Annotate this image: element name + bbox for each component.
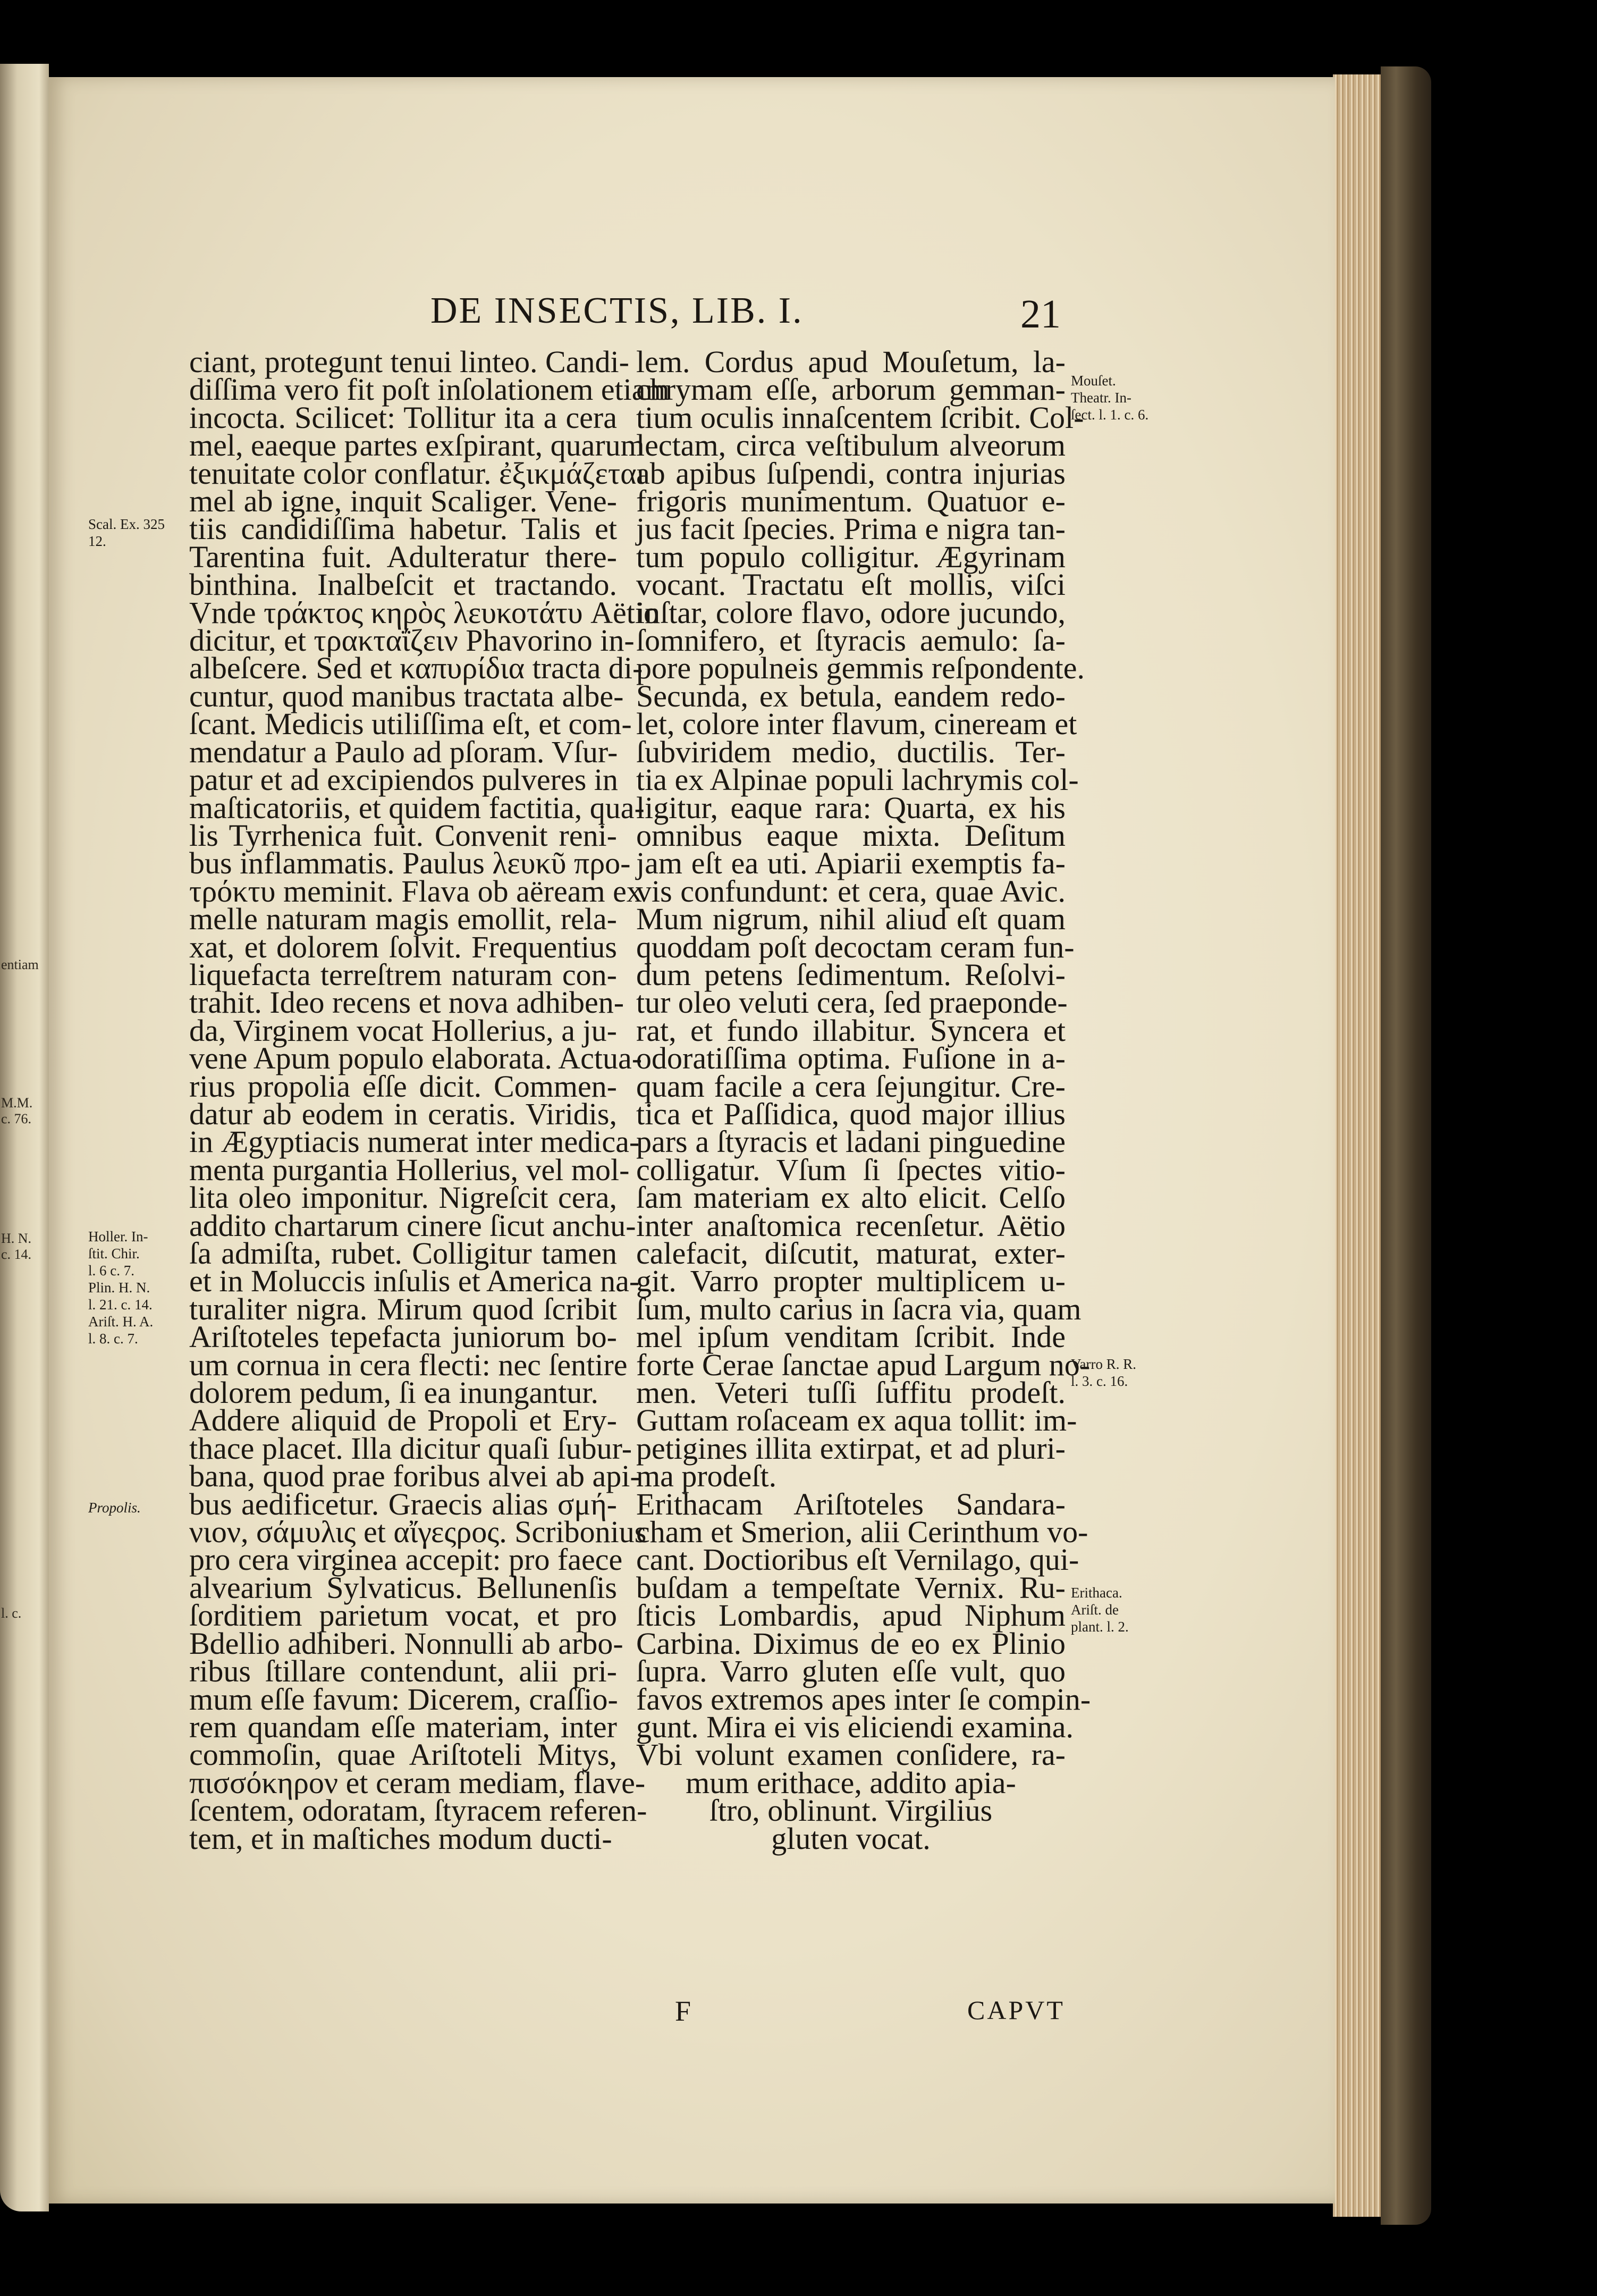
text-line: ſupra. Varro gluten eſſe vult, quo — [636, 1654, 1066, 1689]
text-line: buſdam a tempeſtate Vernix. Ru- — [636, 1570, 1066, 1605]
text-line: Vnde τράκτος κηρὸς λευκοτάτυ Aëtio — [189, 595, 659, 630]
text-line: menta purgantia Hollerius, vel mol- — [189, 1152, 630, 1187]
catchword: CAPVT — [967, 1995, 1065, 2025]
margin-note-line: plant. l. 2. — [1071, 1619, 1129, 1635]
text-line: mel, eaeque partes exſpirant, quarum — [189, 428, 645, 463]
text-line: quoddam poſt decoctam ceram fun- — [636, 929, 1075, 964]
fragment: c. 14. — [1, 1247, 32, 1262]
text-line: cuntur, quod manibus tractata albe- — [189, 678, 624, 713]
text-line: tia ex Alpinae populi lachrymis col- — [636, 762, 1079, 797]
text-line: Secunda, ex betula, eandem redo- — [636, 678, 1066, 713]
margin-note-scaliger — [88, 516, 165, 550]
text-line: mum erithace, addito apia- — [686, 1765, 1016, 1800]
fragment: M.M. — [1, 1095, 33, 1111]
text-line: git. Varro propter multiplicem u- — [636, 1264, 1066, 1299]
text-line: lita oleo imponitur. Nigreſcit cera, — [189, 1180, 617, 1215]
text-line: Guttam roſaceam ex aqua tollit: im- — [636, 1403, 1077, 1438]
margin-note-line: Scal. Ex. 325 — [88, 516, 165, 532]
text-line: chrymam eſſe, arborum gemman- — [636, 372, 1066, 407]
margin-note-mouset — [1071, 372, 1148, 423]
text-line: colligatur. Vſum ſi ſpectes vitio- — [636, 1152, 1066, 1187]
text-line: ſa admiſta, rubet. Colligitur tamen — [189, 1236, 617, 1271]
text-line: tem, et in maſtiches modum ducti- — [189, 1821, 612, 1856]
text-line: bus aedificetur. Graecis alias σμή- — [189, 1486, 617, 1521]
margin-note-line: l. 21. c. 14. — [88, 1297, 153, 1313]
text-line: Erithacam Ariſtoteles Sandara- — [636, 1486, 1066, 1521]
text-line: Ariſtoteles tepefacta juniorum bo- — [189, 1319, 617, 1355]
text-line: rem quandam eſſe materiam, inter — [189, 1709, 617, 1744]
text-line: cant. Doctioribus eſt Vernilago, qui- — [636, 1542, 1079, 1577]
text-line: melle naturam magis emollit, rela- — [189, 902, 617, 937]
text-line: binthina. Inalbeſcit et tractando. — [189, 567, 617, 602]
text-line: tium oculis innaſcentem ſcribit. Col- — [636, 400, 1084, 435]
text-line: Tarentina fuit. Adulteratur there- — [189, 539, 617, 574]
text-line: lem. Cordus apud Mouſetum, la- — [636, 344, 1066, 379]
margin-note-erithaca — [1071, 1584, 1129, 1635]
text-line: gunt. Mira ei vis eliciendi examina. — [636, 1709, 1074, 1744]
text-line: mendatur a Paulo ad pſoram. Vſur- — [189, 734, 618, 769]
text-line: datur ab eodem in ceratis. Viridis, — [189, 1096, 617, 1131]
text-line: lectam, circa veſtibulum alveorum — [636, 428, 1066, 463]
fragment: l. c. — [1, 1605, 22, 1621]
fragment: c. 76. — [1, 1111, 32, 1126]
text-line: albeſcere. Sed et καπυρίδια tracta di- — [189, 651, 643, 686]
text-line: πισσόκηρον et ceram mediam, flave- — [189, 1765, 646, 1800]
text-line: liquefacta terreſtrem naturam con- — [189, 957, 617, 992]
text-line: inſtar, colore flavo, odore jucundo, — [636, 595, 1066, 630]
text-line: tiis candidiſſima habetur. Talis et — [189, 511, 617, 546]
text-line: Mum nigrum, nihil aliud eſt quam — [636, 902, 1066, 937]
text-line: inter anaſtomica recenſetur. Aëtio — [636, 1208, 1066, 1243]
margin-note-line: Erithaca. — [1071, 1585, 1122, 1601]
text-line: lis Tyrrhenica fuit. Convenit reni- — [189, 818, 617, 853]
text-line: petigines illita extirpat, et ad pluri- — [636, 1431, 1066, 1466]
text-line: tum populo colligitur. Ægyrinam — [636, 539, 1066, 574]
text-line: rat, et fundo illabitur. Syncera et — [636, 1013, 1066, 1048]
margin-note-line: l. 8. c. 7. — [88, 1331, 138, 1347]
text-line: favos extremos apes inter ſe compin- — [636, 1681, 1091, 1717]
fragment: H. N. — [1, 1231, 32, 1246]
text-line: jus facit ſpecies. Prima e nigra tan- — [636, 511, 1066, 546]
margin-note-line: Mouſet. — [1071, 373, 1116, 389]
text-line: bus inflammatis. Paulus λευκῦ προ- — [189, 846, 631, 881]
previous-page-edge — [0, 64, 49, 2211]
text-line: Vbi volunt examen conſidere, ra- — [636, 1737, 1066, 1772]
text-line: ſticis Lombardis, apud Niphum — [636, 1598, 1066, 1633]
margin-note-line: Propolis. — [88, 1500, 141, 1516]
text-line: alvearium Sylvaticus. Bellunenſis — [189, 1570, 617, 1605]
text-line: dum petens ſedimentum. Reſolvi- — [636, 957, 1066, 992]
margin-note-line: Theatr. In- — [1071, 390, 1131, 406]
text-line: ſcentem, odoratam, ſtyracem referen- — [189, 1793, 647, 1828]
margin-note-varro — [1071, 1356, 1136, 1390]
text-line: ſtro, oblinunt. Virgilius — [709, 1793, 993, 1828]
text-line: thace placet. Illa dicitur quaſi ſubur- — [189, 1431, 632, 1466]
text-line: odoratiſſima optima. Fuſione in a- — [636, 1041, 1066, 1076]
text-line: τρόκτυ meminit. Flava ob aëream ex — [189, 873, 642, 909]
text-line: da, Virginem vocat Hollerius, a ju- — [189, 1013, 617, 1048]
text-line: bana, quod prae foribus alvei ab api- — [189, 1459, 640, 1494]
text-line: ligitur, eaque rara: Quarta, ex his — [636, 790, 1066, 825]
text-line: addito chartarum cinere ſicut anchu- — [189, 1208, 636, 1243]
text-line: maſticatoriis, et quidem factitia, qua- — [189, 790, 645, 825]
margin-note-line: l. 6 c. 7. — [88, 1263, 134, 1279]
text-line: rius propolia eſſe dicit. Commen- — [189, 1069, 617, 1104]
signature-mark: F — [675, 1995, 691, 2027]
page-block-edges — [1333, 74, 1383, 2217]
text-line: frigoris munimentum. Quatuor e- — [636, 484, 1066, 519]
text-line: um cornua in cera flecti: nec ſentire — [189, 1347, 628, 1382]
text-line: ſam materiam ex alto elicit. Celſo — [636, 1180, 1066, 1215]
text-line: men. Veteri tuſſi ſuffitu prodeſt. — [636, 1375, 1066, 1410]
margin-note-line: ſtit. Chir. — [88, 1246, 140, 1261]
text-line: ſum, multo carius in ſacra via, quam — [636, 1291, 1081, 1326]
text-line: vis confundunt: et cera, quae Avic. — [636, 873, 1066, 909]
text-line: Bdellio adhiberi. Nonnulli ab arbo- — [189, 1626, 623, 1661]
text-line: ma prodeſt. — [636, 1459, 777, 1494]
margin-note-line: Ariſt. H. A. — [88, 1314, 154, 1330]
text-line: tenuitate color conflatur. ἐξικμάζεται — [189, 456, 645, 491]
text-line: tur oleo veluti cera, ſed praeponde- — [636, 985, 1068, 1020]
margin-note-line: ſect. l. 1. c. 6. — [1071, 407, 1149, 423]
running-head: DE INSECTIS, LIB. I. — [430, 290, 804, 331]
text-line: pro cera virginea accepit: pro faece — [189, 1542, 623, 1577]
text-line: et in Moluccis inſulis et America na- — [189, 1264, 640, 1299]
text-line: calefacit, diſcutit, maturat, exter- — [636, 1236, 1066, 1271]
text-line: quam facile a cera ſejungitur. Cre- — [636, 1069, 1066, 1104]
text-line: ribus ſtillare contendunt, alii pri- — [189, 1654, 617, 1689]
text-line: ciant, protegunt tenui linteo. Candi- — [189, 344, 629, 379]
text-line: Carbina. Diximus de eo ex Plinio — [636, 1626, 1066, 1661]
margin-note-line: Holler. In- — [88, 1229, 148, 1244]
text-line: turaliter nigra. Mirum quod ſcribit — [189, 1291, 617, 1326]
text-line: jam eſt ea uti. Apiarii exemptis fa- — [636, 846, 1066, 881]
text-line: xat, et dolorem ſolvit. Frequentius — [189, 929, 617, 964]
text-line: ſcant. Medicis utiliſſima eſt, et com- — [189, 707, 632, 742]
text-line: patur et ad excipiendos pulveres in — [189, 762, 618, 797]
text-line: vene Apum populo elaborata. Actua- — [189, 1041, 643, 1076]
text-line: ſomnifero, et ſtyracis aemulo: ſa- — [636, 623, 1066, 658]
text-line: diſſima vero fit poſt inſolationem etiam — [189, 372, 670, 407]
text-line: omnibus eaque mixta. Deſitum — [636, 818, 1066, 853]
margin-note-hollerius — [88, 1228, 153, 1347]
text-line: ab apibus ſuſpendi, contra injurias — [636, 456, 1066, 491]
text-line: commoſin, quae Ariſtoteli Mitys, — [189, 1737, 617, 1772]
fragment: entiam — [1, 957, 39, 972]
text-line: νιον, σάμυλις et αἴγεςρος. Scribonius — [189, 1515, 647, 1550]
margin-note-line: l. 3. c. 16. — [1071, 1373, 1128, 1389]
text-line: incocta. Scilicet: Tollitur ita a cera — [189, 400, 617, 435]
right-text-column — [636, 344, 1091, 1856]
text-line: gluten vocat. — [771, 1821, 931, 1856]
text-line: ſubviridem medio, ductilis. Ter- — [636, 734, 1066, 769]
text-line: mum eſſe favum: Dicerem, craſſio- — [189, 1681, 618, 1717]
text-line: Addere aliquid de Propoli et Ery- — [189, 1403, 617, 1438]
page-number: 21 — [1020, 292, 1061, 337]
text-line: let, colore inter flavum, cineream et — [636, 707, 1077, 742]
text-line: trahit. Ideo recens et nova adhiben- — [189, 985, 624, 1020]
margin-note-line: Varro R. R. — [1071, 1356, 1136, 1372]
text-line: tica et Paſſidica, quod major illius — [636, 1096, 1066, 1131]
text-line: vocant. Tractatu eſt mollis, viſci — [636, 567, 1066, 602]
previous-page-margin-fragments — [0, 383, 49, 2190]
text-line: cham et Smerion, alii Cerinthum vo- — [636, 1515, 1088, 1550]
margin-note-propolis — [88, 1499, 141, 1516]
text-line: mel ab igne, inquit Scaliger. Vene- — [189, 484, 617, 519]
text-line: pore populneis gemmis reſpondente. — [636, 651, 1085, 686]
book-cover — [1381, 66, 1431, 2225]
margin-note-line: Ariſt. de — [1071, 1602, 1119, 1618]
text-line: dolorem pedum, ſi ea inungantur. — [189, 1375, 598, 1410]
margin-note-line: 12. — [88, 533, 106, 549]
margin-note-line: Plin. H. N. — [88, 1280, 150, 1296]
left-text-column — [189, 344, 670, 1856]
text-line: pars a ſtyracis et ladani pinguedine — [636, 1124, 1066, 1159]
text-line: mel ipſum venditam ſcribit. Inde — [636, 1319, 1066, 1355]
text-line: ſorditiem parietum vocat, et pro — [189, 1598, 617, 1633]
text-line: in Ægyptiacis numerat inter medica- — [189, 1124, 640, 1159]
text-line: dicitur, et τρακταΐζειν Phavorino in- — [189, 623, 635, 658]
text-line: forte Cerae ſanctae apud Largum no- — [636, 1347, 1091, 1382]
